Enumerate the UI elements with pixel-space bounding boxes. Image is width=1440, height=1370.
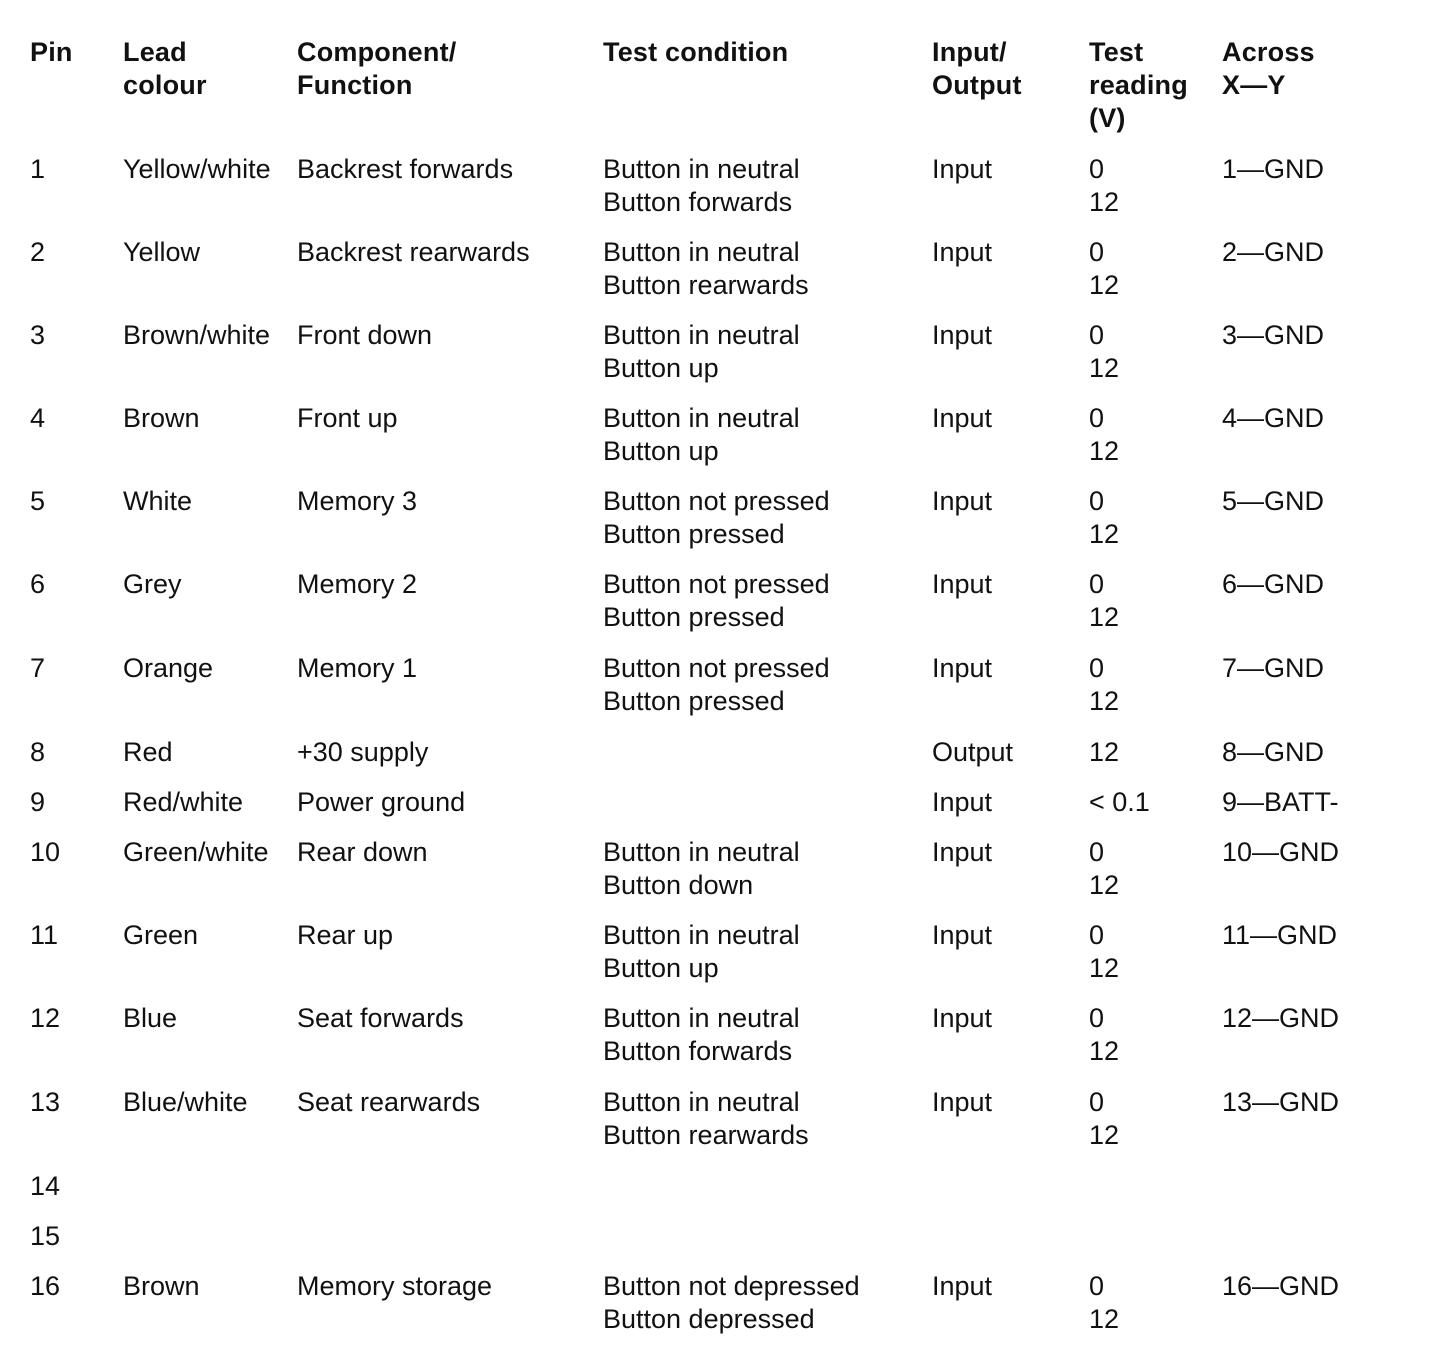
component-cell [297,236,530,269]
test-reading-cell-line: 12 [1089,270,1120,300]
component-cell [297,836,428,869]
pin-cell-line: 2 [30,237,46,267]
lead-colour-cell-line: Red [123,737,173,767]
lead-colour-cell [123,402,200,435]
lead-colour-cell-line: Brown [123,1271,200,1301]
input-output-cell-line: Input [932,569,993,599]
input-output-cell [932,319,992,352]
table-row [0,1002,1440,1072]
pin-cell [30,836,60,869]
input-output-cell-line: Input [932,486,993,516]
test-reading-cell [1089,402,1119,468]
across-cell [1222,786,1339,819]
test-reading-cell-line: 0 [1089,403,1105,433]
input-output-cell-line: Input [932,320,993,350]
lead-colour-cell [123,786,243,819]
pin-cell [30,919,58,952]
test-condition-cell-line: Button in neutral [603,920,800,950]
test-reading-cell-line: 0 [1089,154,1105,184]
pin-cell-line: 9 [30,787,46,817]
across-cell-line: 13—GND [1222,1087,1340,1117]
pin-cell-line: 4 [30,403,46,433]
pin-cell [30,1170,60,1203]
test-condition-cell-line: Button in neutral [603,403,800,433]
test-condition-cell-line: Button rearwards [603,1120,809,1150]
test-condition-cell-line: Button pressed [603,686,785,716]
table-row [0,485,1440,555]
table-row [0,568,1440,638]
input-output-cell-line: Input [932,920,993,950]
test-condition-cell-line: Button up [603,953,719,983]
test-reading-cell [1089,236,1119,302]
component-cell [297,568,417,601]
test-reading-cell [1089,736,1119,769]
across-cell-line: 16—GND [1222,1271,1340,1301]
test-reading-cell-line: 12 [1089,870,1120,900]
component-cell-line: Memory 2 [297,569,418,599]
across-cell [1222,402,1324,435]
test-reading-cell [1089,1270,1119,1336]
table-row [0,652,1440,722]
component-cell [297,485,417,518]
input-output-cell [932,1270,992,1303]
lead-colour-cell-line: Brown/white [123,320,271,350]
pin-cell-line: 3 [30,320,46,350]
test-condition-cell-line: Button in neutral [603,1003,800,1033]
test-reading-cell-line: 12 [1089,1304,1120,1334]
component-cell-line: Rear down [297,837,428,867]
table-row [0,1086,1440,1156]
pin-cell [30,736,45,769]
header-test-condition [603,36,788,69]
pin-cell-line: 5 [30,486,46,516]
input-output-cell [932,736,1013,769]
header-lead-line-1: Lead [123,37,187,67]
test-reading-cell-line: 0 [1089,486,1105,516]
test-reading-cell-line: 12 [1089,1036,1120,1066]
across-cell-line: 10—GND [1222,837,1340,867]
component-cell-line: Front down [297,320,433,350]
table-row [0,919,1440,989]
across-cell [1222,319,1324,352]
across-cell [1222,836,1339,869]
table-row [0,153,1440,223]
lead-colour-cell [123,1002,177,1035]
input-output-cell-line: Input [932,653,993,683]
across-cell [1222,1002,1339,1035]
test-reading-cell-line: 0 [1089,1087,1105,1117]
component-cell [297,1086,480,1119]
lead-colour-cell-line: Red/white [123,787,244,817]
component-cell [297,1002,464,1035]
table-row [0,402,1440,472]
header-pin-line: Pin [30,37,73,67]
lead-colour-cell-line: Orange [123,653,214,683]
test-reading-cell-line: 12 [1089,519,1120,549]
test-reading-cell-line: 12 [1089,1120,1120,1150]
input-output-cell-line: Input [932,403,993,433]
header-component-line-1: Component/ [297,37,457,67]
lead-colour-cell [123,736,173,769]
header-component-line-2: Function [297,70,413,100]
test-reading-cell-line: 0 [1089,569,1105,599]
test-reading-cell-line: 12 [1089,737,1120,767]
header-reading-line-3: (V) [1089,103,1126,133]
header-input-output [932,36,1022,102]
lead-colour-cell [123,485,192,518]
test-condition-cell [603,568,830,634]
component-cell-line: Memory 3 [297,486,418,516]
pin-cell [30,236,45,269]
test-condition-cell [603,836,800,902]
component-cell [297,919,393,952]
component-cell-line: Backrest rearwards [297,237,530,267]
pin-cell [30,1220,60,1253]
across-cell [1222,568,1324,601]
test-condition-cell [603,1002,800,1068]
lead-colour-cell [123,836,269,869]
header-component-function [297,36,456,102]
test-reading-cell-line: 12 [1089,953,1120,983]
test-reading-cell [1089,568,1119,634]
header-lead-colour [123,36,207,102]
test-condition-cell-line: Button in neutral [603,320,800,350]
lead-colour-cell [123,319,270,352]
table-row [0,836,1440,906]
input-output-cell-line: Input [932,237,993,267]
component-cell [297,1270,492,1303]
header-test-reading [1089,36,1188,135]
test-condition-cell-line: Button not pressed [603,569,830,599]
component-cell-line: +30 supply [297,737,429,767]
across-cell-line: 8—GND [1222,737,1325,767]
component-cell-line: Seat forwards [297,1003,464,1033]
test-reading-cell [1089,652,1119,718]
test-reading-cell-line: 0 [1089,237,1105,267]
test-condition-cell-line: Button down [603,870,754,900]
test-condition-cell [603,652,830,718]
across-cell [1222,153,1324,186]
test-reading-cell-line: < 0.1 [1089,787,1150,817]
input-output-cell [932,1002,992,1035]
component-cell-line: Backrest forwards [297,154,514,184]
test-reading-cell-line: 0 [1089,1271,1105,1301]
test-reading-cell [1089,919,1119,985]
test-reading-cell-line: 12 [1089,686,1120,716]
header-test-condition-line: Test condition [603,37,789,67]
lead-colour-cell-line: Grey [123,569,182,599]
test-reading-cell [1089,786,1150,819]
lead-colour-cell-line: Yellow/white [123,154,271,184]
test-condition-cell-line: Button pressed [603,602,785,632]
test-reading-cell [1089,1086,1119,1152]
test-condition-cell-line: Button depressed [603,1304,815,1334]
header-lead-line-2: colour [123,70,207,100]
table-row [0,236,1440,306]
test-reading-cell-line: 0 [1089,653,1105,683]
pin-cell-line: 11 [30,920,59,950]
pin-cell-line: 10 [30,837,61,867]
input-output-cell-line: Input [932,1087,993,1117]
lead-colour-cell [123,153,271,186]
across-cell [1222,919,1337,952]
across-cell [1222,1086,1339,1119]
test-condition-cell-line: Button in neutral [603,837,800,867]
test-condition-cell-line: Button rearwards [603,270,809,300]
lead-colour-cell-line: White [123,486,193,516]
test-condition-cell-line: Button not depressed [603,1271,860,1301]
lead-colour-cell-line: Green/white [123,837,269,867]
test-condition-cell [603,319,800,385]
component-cell-line: Front up [297,403,398,433]
input-output-cell-line: Input [932,837,993,867]
test-condition-cell-line: Button pressed [603,519,785,549]
lead-colour-cell [123,919,198,952]
lead-colour-cell [123,1086,248,1119]
component-cell-line: Memory storage [297,1271,493,1301]
test-condition-cell [603,402,800,468]
header-across-line-1: Across [1222,37,1315,67]
across-cell [1222,736,1324,769]
table-row [0,319,1440,389]
test-condition-cell-line: Button not pressed [603,486,830,516]
component-cell [297,786,465,819]
across-cell-line: 9—BATT- [1222,787,1339,817]
input-output-cell [932,836,992,869]
component-cell [297,652,417,685]
pin-cell [30,485,45,518]
across-cell [1222,1270,1339,1303]
across-cell-line: 12—GND [1222,1003,1340,1033]
across-cell-line: 7—GND [1222,653,1325,683]
test-condition-cell-line: Button not pressed [603,653,830,683]
across-cell-line: 5—GND [1222,486,1325,516]
component-cell-line: Seat rearwards [297,1087,481,1117]
lead-colour-cell-line: Blue/white [123,1087,248,1117]
pin-cell-line: 16 [30,1271,61,1301]
pin-cell [30,1270,60,1303]
pin-cell-line: 14 [30,1171,61,1201]
component-cell-line: Power ground [297,787,466,817]
test-condition-cell [603,236,809,302]
pin-cell [30,402,45,435]
test-reading-cell [1089,1002,1119,1068]
input-output-cell [932,919,992,952]
across-cell-line: 2—GND [1222,237,1325,267]
test-reading-cell-line: 12 [1089,187,1120,217]
test-condition-cell [603,153,800,219]
pin-cell [30,319,45,352]
pin-cell-line: 6 [30,569,46,599]
across-cell-line: 11—GND [1222,920,1338,950]
lead-colour-cell [123,236,200,269]
pin-cell [30,652,45,685]
input-output-cell [932,1086,992,1119]
test-reading-cell [1089,836,1119,902]
pin-cell-line: 15 [30,1221,61,1251]
header-io-line-1: Input/ [932,37,1007,67]
test-condition-cell-line: Button in neutral [603,154,800,184]
test-condition-cell-line: Button up [603,436,719,466]
pin-cell [30,153,45,186]
pin-cell [30,568,45,601]
test-condition-cell [603,919,800,985]
test-condition-cell-line: Button up [603,353,719,383]
pin-cell-line: 13 [30,1087,61,1117]
test-condition-cell [603,1086,809,1152]
test-reading-cell [1089,319,1119,385]
test-reading-cell-line: 0 [1089,320,1105,350]
across-cell [1222,485,1324,518]
test-reading-cell-line: 0 [1089,837,1105,867]
input-output-cell [932,786,992,819]
input-output-cell [932,402,992,435]
lead-colour-cell-line: Brown [123,403,200,433]
lead-colour-cell [123,652,213,685]
test-condition-cell-line: Button forwards [603,1036,793,1066]
lead-colour-cell-line: Blue [123,1003,178,1033]
input-output-cell-line: Input [932,1003,993,1033]
pin-cell [30,1086,60,1119]
across-cell-line: 6—GND [1222,569,1325,599]
test-reading-cell-line: 0 [1089,1003,1105,1033]
across-cell-line: 1—GND [1222,154,1325,184]
input-output-cell [932,153,992,186]
lead-colour-cell-line: Yellow [123,237,201,267]
test-reading-cell [1089,485,1119,551]
test-reading-cell-line: 12 [1089,436,1120,466]
lead-colour-cell [123,568,182,601]
test-reading-cell-line: 12 [1089,353,1120,383]
test-condition-cell-line: Button in neutral [603,1087,800,1117]
header-across-xy [1222,36,1315,102]
component-cell [297,736,428,769]
header-reading-line-2: reading [1089,70,1188,100]
pin-cell [30,786,45,819]
across-cell [1222,236,1324,269]
header-reading-line-1: Test [1089,37,1144,67]
component-cell [297,402,398,435]
input-output-cell-line: Input [932,787,993,817]
test-condition-cell [603,1270,860,1336]
lead-colour-cell [123,1270,200,1303]
header-across-line-2: X—Y [1222,70,1286,100]
lead-colour-cell-line: Green [123,920,199,950]
input-output-cell-line: Input [932,1271,993,1301]
header-pin [30,36,73,69]
component-cell [297,319,432,352]
input-output-cell [932,236,992,269]
across-cell-line: 3—GND [1222,320,1325,350]
component-cell-line: Memory 1 [297,653,418,683]
test-reading-cell-line: 12 [1089,602,1120,632]
pin-cell-line: 12 [30,1003,61,1033]
test-condition-cell-line: Button in neutral [603,237,800,267]
component-cell-line: Rear up [297,920,394,950]
header-io-line-2: Output [932,70,1022,100]
pin-cell [30,1002,60,1035]
pin-cell-line: 8 [30,737,46,767]
test-condition-cell [603,485,830,551]
across-cell-line: 4—GND [1222,403,1325,433]
input-output-cell [932,568,992,601]
test-reading-cell [1089,153,1119,219]
input-output-cell [932,652,992,685]
across-cell [1222,652,1324,685]
component-cell [297,153,513,186]
input-output-cell-line: Input [932,154,993,184]
test-reading-cell-line: 0 [1089,920,1105,950]
input-output-cell-line: Output [932,737,1014,767]
test-condition-cell-line: Button forwards [603,187,793,217]
input-output-cell [932,485,992,518]
table-row [0,1270,1440,1340]
pin-cell-line: 7 [30,653,46,683]
pin-cell-line: 1 [30,154,46,184]
